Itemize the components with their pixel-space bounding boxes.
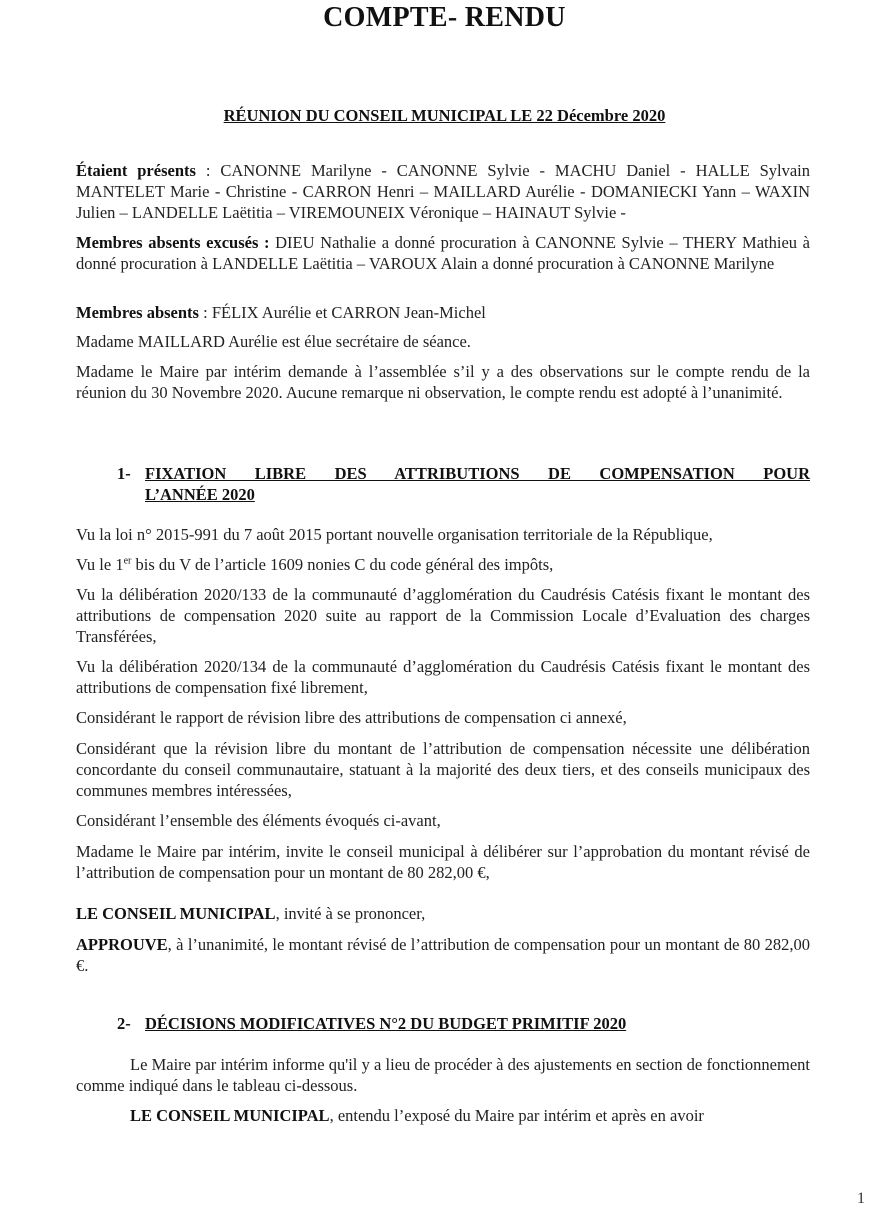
approval-paragraph [76, 934, 810, 976]
present-text: : CANONNE Marilyne - CANONNE Sylvie - MACHU Daniel - HALLE Sylvain MANTELET Marie - Christine - CARRON Henri – MAILLARD Aurélie - DOMANIECKI Yann – WAXIN Julien – LANDELLE Laëtitia – VIREMOUNEIX Véronique – HAINAUT Sylvie - [76, 161, 810, 222]
excused-text: DIEU Nathalie a donné procuration à CANONNE Sylvie – THERY Mathieu à donné procuration à LANDELLE Laëtitia – VAROUX Alain a donné procuration à CANONNE Marilyne [76, 233, 810, 273]
present-members-paragraph [76, 160, 810, 223]
page-number: 1 [857, 1190, 865, 1207]
section-1-heading-line2: L’ANNÉE 2020 [145, 485, 255, 504]
excused-members-paragraph [76, 232, 810, 274]
absent-text: : FÉLIX Aurélie et CARRON Jean-Michel [198, 303, 486, 322]
p2-superscript: er [123, 555, 132, 567]
section-2-council-paragraph [76, 1105, 810, 1126]
section-1-paragraph-5: Considérant le rapport de révision libre des attributions de compensation ci annexé, [76, 708, 627, 727]
meeting-subtitle: RÉUNION DU CONSEIL MUNICIPAL LE 22 Décembre 2020 [223, 106, 666, 125]
section-1-paragraph-1: Vu la loi n° 2015-991 du 7 août 2015 portant nouvelle organisation territoriale de la République, [76, 525, 713, 544]
section-1-number: 1- [117, 464, 131, 483]
section-1-paragraph-2 [76, 554, 810, 575]
section-2-council-text: , entendu l’exposé du Maire par intérim et après en avoir [329, 1106, 704, 1125]
p2-text-a: Vu le 1 [76, 555, 124, 574]
section-2-heading-text: DÉCISIONS MODIFICATIVES N°2 DU BUDGET PRIMITIF 2020 [145, 1014, 627, 1033]
absent-label: Membres absents [76, 303, 199, 322]
page-title: COMPTE- RENDU [323, 2, 566, 33]
section-2-number: 2- [117, 1014, 131, 1033]
previous-minutes-paragraph: Madame le Maire par intérim demande à l’assemblée s’il y a des observations sur le compte rendu de la réunion du 30 Novembre 2020. Aucune remarque ni observation, le compte rendu est adopté à l’unanimité. [76, 362, 810, 402]
council-label: LE CONSEIL MUNICIPAL [76, 904, 276, 923]
council-text: , invité à se prononcer, [275, 904, 426, 923]
section-1-paragraph-7: Considérant l’ensemble des éléments évoqués ci-avant, [76, 811, 441, 830]
approve-text: , à l’unanimité, le montant révisé de l’attribution de compensation pour un montant de 80 282,00 €. [76, 935, 810, 975]
section-1-paragraph-6: Considérant que la révision libre du montant de l’attribution de compensation nécessite une délibération concordante du conseil communautaire, statuant à la majorité des deux tiers, et des conseils municipaux des communes membres intéressées, [76, 739, 810, 800]
absent-members-paragraph [76, 302, 810, 323]
section-1-paragraph-3: Vu la délibération 2020/133 de la communauté d’agglomération du Caudrésis Catésis fixant le montant des attributions de compensation 2020 suite au rapport de la Commission Locale d’Evaluation des charges Transférées, [76, 585, 810, 646]
section-1-paragraph-4: Vu la délibération 2020/134 de la communauté d’agglomération du Caudrésis Catésis fixant le montant des attributions de compensation fixé librement, [76, 657, 810, 697]
approve-label: APPROUVE [76, 935, 168, 954]
secretary-paragraph: Madame MAILLARD Aurélie est élue secrétaire de séance. [76, 332, 471, 351]
p2-text-b: bis du V de l’article 1609 nonies C du code général des impôts, [131, 555, 554, 574]
section-1-heading [117, 464, 810, 504]
excused-label: Membres absents excusés : [76, 233, 270, 252]
section-2-heading [117, 1014, 810, 1034]
section-2-council-label: LE CONSEIL MUNICIPAL [130, 1106, 330, 1125]
present-label: Étaient présents [76, 161, 196, 180]
council-invited-paragraph [76, 903, 810, 924]
section-1-heading-line1: FIXATION LIBRE DES ATTRIBUTIONS DE COMPENSATION POUR [145, 464, 810, 483]
section-2-paragraph-1: Le Maire par intérim informe qu'il y a lieu de procéder à des ajustements en section de fonctionnement comme indiqué dans le tableau ci-dessous. [76, 1055, 810, 1095]
section-1-paragraph-8: Madame le Maire par intérim, invite le conseil municipal à délibérer sur l’approbation du montant révisé de l’attribution de compensation pour un montant de 80 282,00 €, [76, 842, 810, 882]
